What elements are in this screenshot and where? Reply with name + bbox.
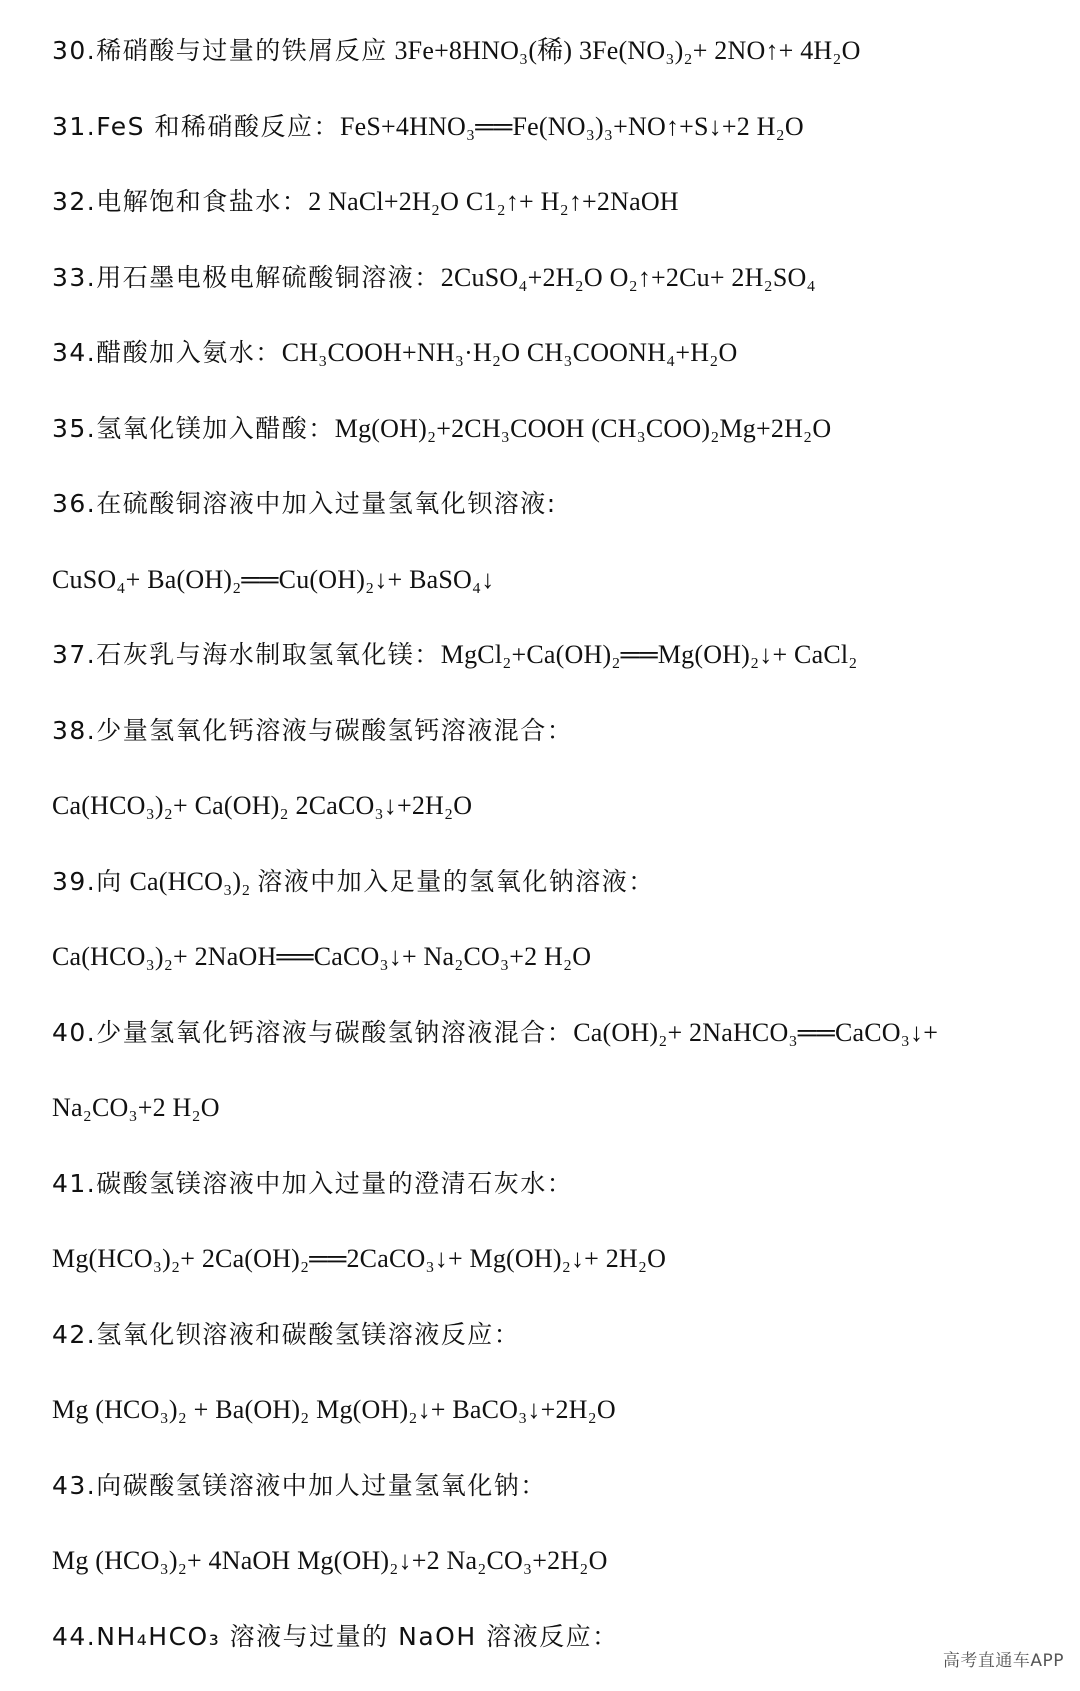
line-heading: 44.NH₄HCO₃ 溶液与过量的 NaOH 溶液反应： (52, 1622, 619, 1651)
equation: Ca(OH)₂+ 2NaHCO₃══CaCO₃↓+ (573, 1018, 938, 1047)
reaction-38-title (52, 710, 1052, 786)
reaction-41-title (52, 1163, 1052, 1239)
equation: 3Fe+8HNO₃(稀) 3Fe(NO₃)₂+ 2NO↑+ 4H₂O (388, 36, 861, 65)
reaction-40-title (52, 1012, 1052, 1088)
equation: CH₃COOH+NH₃·H₂O CH₃COONH₄+H₂O (282, 338, 738, 367)
equation: Mg (HCO₃)₂ + Ba(OH)₂ Mg(OH)₂↓+ BaCO₃↓+2H₂O (52, 1395, 616, 1424)
equation: Mg (HCO₃)₂+ 4NaOH Mg(OH)₂↓+2 Na₂CO₃+2H₂O (52, 1546, 608, 1575)
equation: FeS+4HNO₃══Fe(NO₃)₃+NO↑+S↓+2 H₂O (340, 112, 804, 141)
equation: Ca(HCO₃)₂+ Ca(OH)₂ 2CaCO₃↓+2H₂O (52, 791, 472, 820)
equation: Ca(HCO₃)₂+ 2NaOH══CaCO₃↓+ Na₂CO₃+2 H₂O (52, 942, 591, 971)
reaction-30 (52, 30, 1052, 106)
equation: Mg(OH)₂+2CH₃COOH (CH₃COO)₂Mg+2H₂O (335, 414, 832, 443)
line-heading: 40.少量氢氧化钙溶液与碳酸氢钠溶液混合： (52, 1018, 573, 1047)
reaction-38-equation (52, 785, 1052, 861)
line-heading: 43.向碳酸氢镁溶液中加人过量氢氧化钠： (52, 1471, 547, 1500)
reaction-37 (52, 634, 1052, 710)
line-heading: 31.FeS 和稀硝酸反应： (52, 112, 340, 141)
reaction-36-title (52, 483, 1052, 559)
reaction-41-equation (52, 1238, 1052, 1314)
reaction-32 (52, 181, 1052, 257)
reaction-44-title (52, 1616, 1052, 1691)
reaction-33 (52, 257, 1052, 333)
line-heading: 33.用石墨电极电解硫酸铜溶液： (52, 263, 441, 292)
equation: MgCl₂+Ca(OH)₂══Mg(OH)₂↓+ CaCl₂ (441, 640, 858, 669)
line-heading: 38.少量氢氧化钙溶液与碳酸氢钙溶液混合： (52, 716, 573, 745)
line-heading: 30.稀硝酸与过量的铁屑反应 (52, 36, 388, 65)
equation: CuSO₄+ Ba(OH)₂══Cu(OH)₂↓+ BaSO₄↓ (52, 565, 494, 594)
equation: Na₂CO₃+2 H₂O (52, 1093, 220, 1122)
reaction-39-equation (52, 936, 1052, 1012)
reaction-42-equation (52, 1389, 1052, 1465)
document-body (52, 30, 1052, 1691)
reaction-36-equation (52, 559, 1052, 635)
reaction-34 (52, 332, 1052, 408)
watermark: 高考直通车APP (943, 1646, 1064, 1671)
line-heading: 41.碳酸氢镁溶液中加入过量的澄清石灰水： (52, 1169, 573, 1198)
reaction-42-title (52, 1314, 1052, 1390)
reaction-31 (52, 106, 1052, 182)
reaction-40-continued (52, 1087, 1052, 1163)
line-heading: 37.石灰乳与海水制取氢氧化镁： (52, 640, 441, 669)
equation: Mg(HCO₃)₂+ 2Ca(OH)₂══2CaCO₃↓+ Mg(OH)₂↓+ 2H₂O (52, 1244, 666, 1273)
equation: 2CuSO₄+2H₂O O₂↑+2Cu+ 2H₂SO₄ (441, 263, 816, 292)
line-heading: 39.向 (52, 867, 123, 896)
line-heading: 34.醋酸加入氨水： (52, 338, 282, 367)
line-heading: 36.在硫酸铜溶液中加入过量氢氧化钡溶液: (52, 489, 557, 518)
reaction-43-equation (52, 1540, 1052, 1616)
reaction-39-title (52, 861, 1052, 937)
equation: Ca(HCO₃)₂ (123, 867, 257, 896)
line-heading: 35.氢氧化镁加入醋酸： (52, 414, 335, 443)
line-heading-tail: 溶液中加入足量的氢氧化钠溶液： (257, 867, 655, 896)
equation: 2 NaCl+2H₂O C1₂↑+ H₂↑+2NaOH (308, 187, 679, 216)
line-heading: 42.氢氧化钡溶液和碳酸氢镁溶液反应： (52, 1320, 520, 1349)
reaction-43-title (52, 1465, 1052, 1541)
reaction-35 (52, 408, 1052, 484)
line-heading: 32.电解饱和食盐水： (52, 187, 308, 216)
